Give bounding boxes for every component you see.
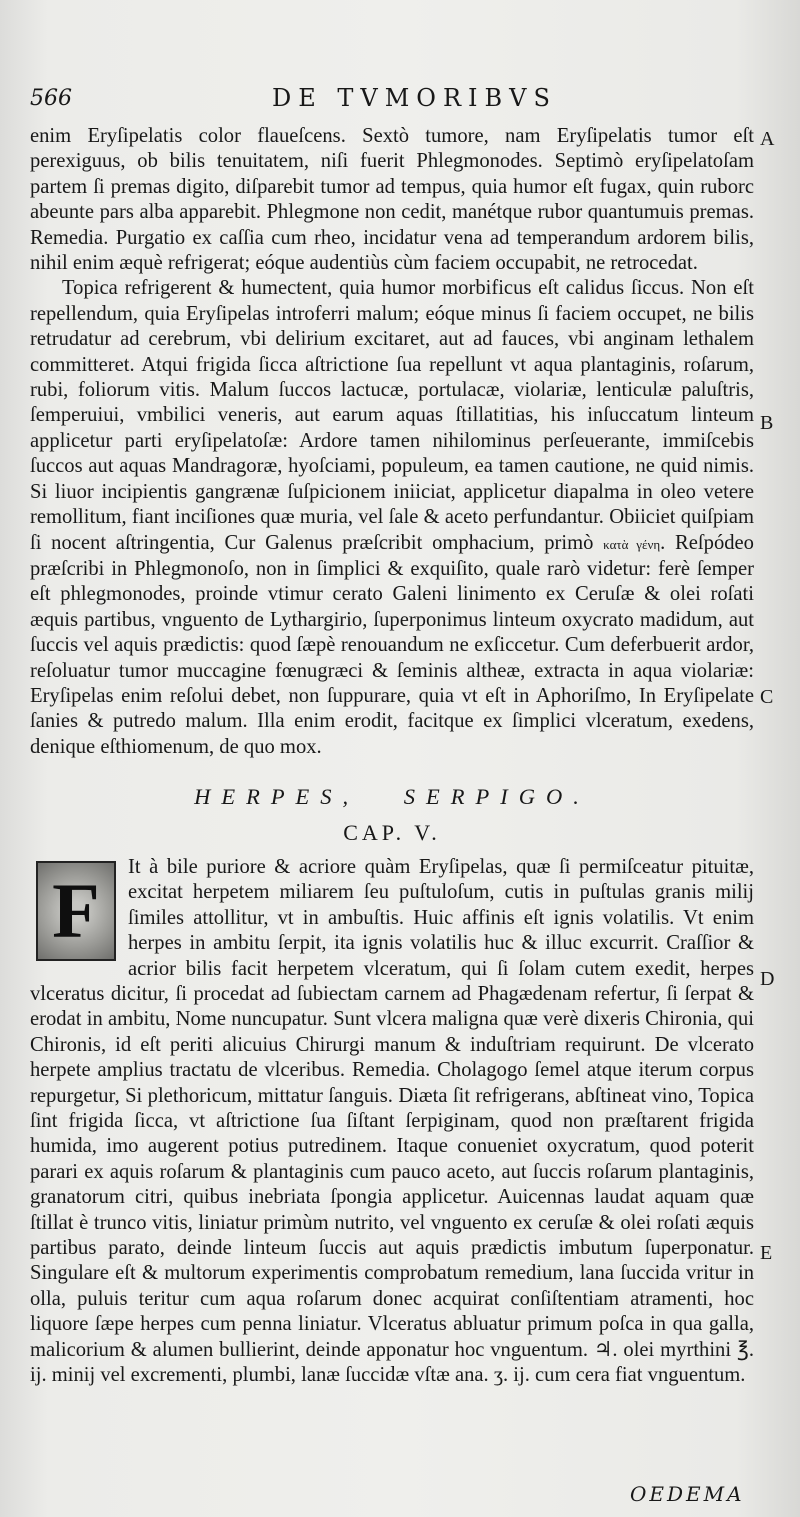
- chapter-heading: CAP. V.: [343, 819, 441, 845]
- paragraph-text: Topica refrigerent & humectent, quia humor morbificus eſt calidus ſiccus. Non eſt repellendum, quia Eryſipelas introferri malum; eóque minus ſi faciem occupet, ne bilis retrudatur ad cerebrum, vbi delirium excitaret, aut ad fauces, vbi anginam lethalem committeret. Atqui frigida ſicca aſtrictione ſua repellunt vt aqua plantaginis, roſarum, rubi, foliorum vitis. Malum ſuccos lactucæ, portulacæ, violariæ, lenticulæ paluſtris, ſemperuiui, vmbilici veneris, aut earum aquas ſtillatitias, his inſuccatum linteum applicetur parti eryſipelatoſæ: Ardore tamen nihilominus perſeuerante, immiſcebis ſuccos aut aquas Mandragoræ, hyoſciami, populeum, ea tamen cautione, ne quid nimis. Si liuor incipientis gangrænæ ſuſpicionem iniiciat, applicetur diapalma in oleo vetere remollitum, fiant inciſiones quæ muria, vel ſale & aceto perfundantur. Obiiciet quiſpiam ſi nocent aſtringentia, Cur Galenus præſcribit omphacium, primò: [30, 277, 754, 554]
- main-text: [30, 124, 754, 1389]
- paragraph: [30, 855, 754, 1389]
- paragraph-text: Reſpódeo præſcribi in Phlegmonoſo, non in ſimplici & exquiſito, quale rarò videtur: ferè ſemper eſt phlegmonodes, proinde vtimur cerato Galeni linimento ex Ceruſæ & olei roſati æquis partibus, vnguento de Lythargirio, ſuperponimus linteum oxycrato madidum, aut ſuccis vel aquis prædictis: quod ſæpè renouandum ne exſiccetur. Cum deferbuerit ardor, reſoluatur tumor muccagine fœnugræci & ſeminis altheæ, extracta in aqua violariæ: Eryſipelas enim reſolui debet, non ſuppurare, quia vt eſt in Aphoriſmo, In Eryſipelate ſanies & putredo malum. Illa enim erodit, facitque ex ſimplici vlceratum, exedens, denique eſthiomenum, de quo mox.: [30, 531, 754, 758]
- margin-letter: A: [760, 128, 775, 150]
- greek-inline: κατὰ γένη: [603, 536, 661, 552]
- section-title: HERPES, SERPIGO.: [194, 784, 590, 810]
- margin-letter: B: [760, 412, 774, 434]
- dropcap-ornament: F: [36, 861, 116, 961]
- catchword: OEDEMA: [630, 1482, 745, 1506]
- paragraph: enim Eryſipelatis color flaueſcens. Sextò tumore, nam Eryſipelatis tumor eſt perexiguus, ob bilis tenuitatem, niſi fuerit Phlegmonodes. Septimò eryſipelatoſam partem ſi premas digito, diſparebit tumor ad tempus, quia humor eſt fugax, quin ruborc abeunte pars alba apparebit. Phlegmone non cedit, manétque rubor quantumuis premas. Remedia. Purgatio ex caſſia cum rheo, incidatur vena ad temperandum ardorem bilis, nihil enim æquè refrigerat; eóque audentiùs cùm faciem occupabit, ne retrocedat.: [30, 125, 754, 275]
- page-number: 566: [30, 86, 72, 111]
- paragraph: Topica refrigerent & humectent, quia humor morbificus eſt calidus ſiccus. Non eſt repellendum, quia Eryſipelas introferri malum; eóque minus ſi faciem occupet, ne bilis retrudatur ad cerebrum, vbi delirium excitaret, aut ad fauces, vbi anginam lethalem committeret. Atqui frigida ſicca aſtrictione ſua repellunt vt aqua plantaginis, roſarum, rubi, foliorum vitis. Malum ſuccos lactucæ, portulacæ, violariæ, lenticulæ paluſtris, ſemperuiui, vmbilici veneris, aut earum aquas ſtillatitias, his inſuccatum linteum applicetur parti eryſipelatoſæ: Ardore tamen nihilominus perſeuerante, immiſcebis ſuccos aut aquas Mandragoræ, hyoſciami, populeum, ea tamen cautione, ne quid nimis. Si liuor incipientis gangrænæ ſuſpicionem iniiciat, applicetur diapalma in oleo vetere remollitum, fiant inciſiones quæ muria, vel ſale & aceto perfundantur. Obiiciet quiſpiam ſi nocent aſtringentia, Cur Galenus præſcribit omphacium, primò κατὰ γένη. Reſpódeo præſcribi in Phlegmonoſo, non in ſimplici & exquiſito, quale rarò videtur: ferè ſemper eſt phlegmonodes, proinde vtimur cerato Galeni linimento ex Ceruſæ & olei roſati æquis partibus, vnguento de Lythargirio, ſuperponimus linteum oxycrato madidum, aut ſuccis vel aquis prædictis: quod ſæpè renouandum ne exſiccetur. Cum deferbuerit ardor, reſoluatur tumor muccagine fœnugræci & ſeminis altheæ, extracta in aqua violariæ: Eryſipelas enim reſolui debet, non ſuppurare, quia vt eſt in Aphoriſmo, In Eryſipelate ſanies & putredo malum. Illa enim erodit, facitque ex ſimplici vlceratum, exedens, denique eſthiomenum, de quo mox.: [30, 277, 754, 758]
- running-title: DE TVMORIBVS: [272, 84, 557, 112]
- paragraph-text: It à bile puriore & acriore quàm Eryſipelas, quæ ſi permiſceatur pituitæ, excitat herpetem miliarem ſeu puſtuloſum, cutis in puſtulas granis milij ſimiles attollitur, vt in ambuſtis. Huic affinis eſt ignis volatilis. Vt enim herpes in ambitu ſerpit, ita ignis volatilis huc & illuc excurrit. Craſſior & acrior bilis facit herpetem vlceratum, qui ſi ſolam cutem exedit, herpes vlceratus dicitur, ſi procedat ad ſubiectam carnem ad Phagædenam refertur, ſi ſerpat & erodat in ambitu, Nome nuncupatur. Sunt vlcera maligna quæ verè dixeris Chironia, qui Chironis, id eſt periti alicuius Chirurgi manum & induſtriam requirunt. De vlcerato herpete amplius tractatu de vlceribus. Remedia. Cholagogo ſemel atque iterum corpus repurgetur, Si plethoricum, mittatur ſanguis. Diæta ſit refrigerans, abſtineat vino, Topica ſint frigida ſicca, vt aſtrictione ſua ſiſtant ſerpiginam, quod non præſtarent frigida humida, imo augerent potius putredinem. Itaque conueniet oxycratum, quod poterit parari ex aquis roſarum & plantaginis cum pauco aceto, aut ſuccis roſarum plantaginis, granatorum citri, quibus inebriata ſpongia applicetur. Auicennas laudat aquam quæ ſtillat è trunco vitis, liniatur primùm nutrito, vel vnguento ex ceruſæ & olei roſati æquis partibus parato, deinde linteum ſuccis aut aquis prædictis imbutum ſuperponatur. Singulare eſt & multorum experimentis comprobatum remedium, lana ſuccida vritur in olla, puluis teritur cum aqua roſarum donec acquirat conſiſtentiam atramenti, hoc liquore ſæpe herpes cum penna liniatur. Vlceratus abluatur primum poſca in qua galla, malicorium & alumen bullierint, deinde apponatur hoc vnguentum. ♃. olei myrthini ℥. ij. minij vel excrementi, plumbi, lanæ ſuccidæ vſtæ ana. ʒ. ij. cum cera fiat vnguentum.: [30, 855, 754, 1387]
- margin-letter: E: [760, 1242, 773, 1264]
- margin-letter: C: [760, 686, 774, 708]
- page-header: [30, 84, 750, 114]
- margin-letter: D: [760, 968, 775, 990]
